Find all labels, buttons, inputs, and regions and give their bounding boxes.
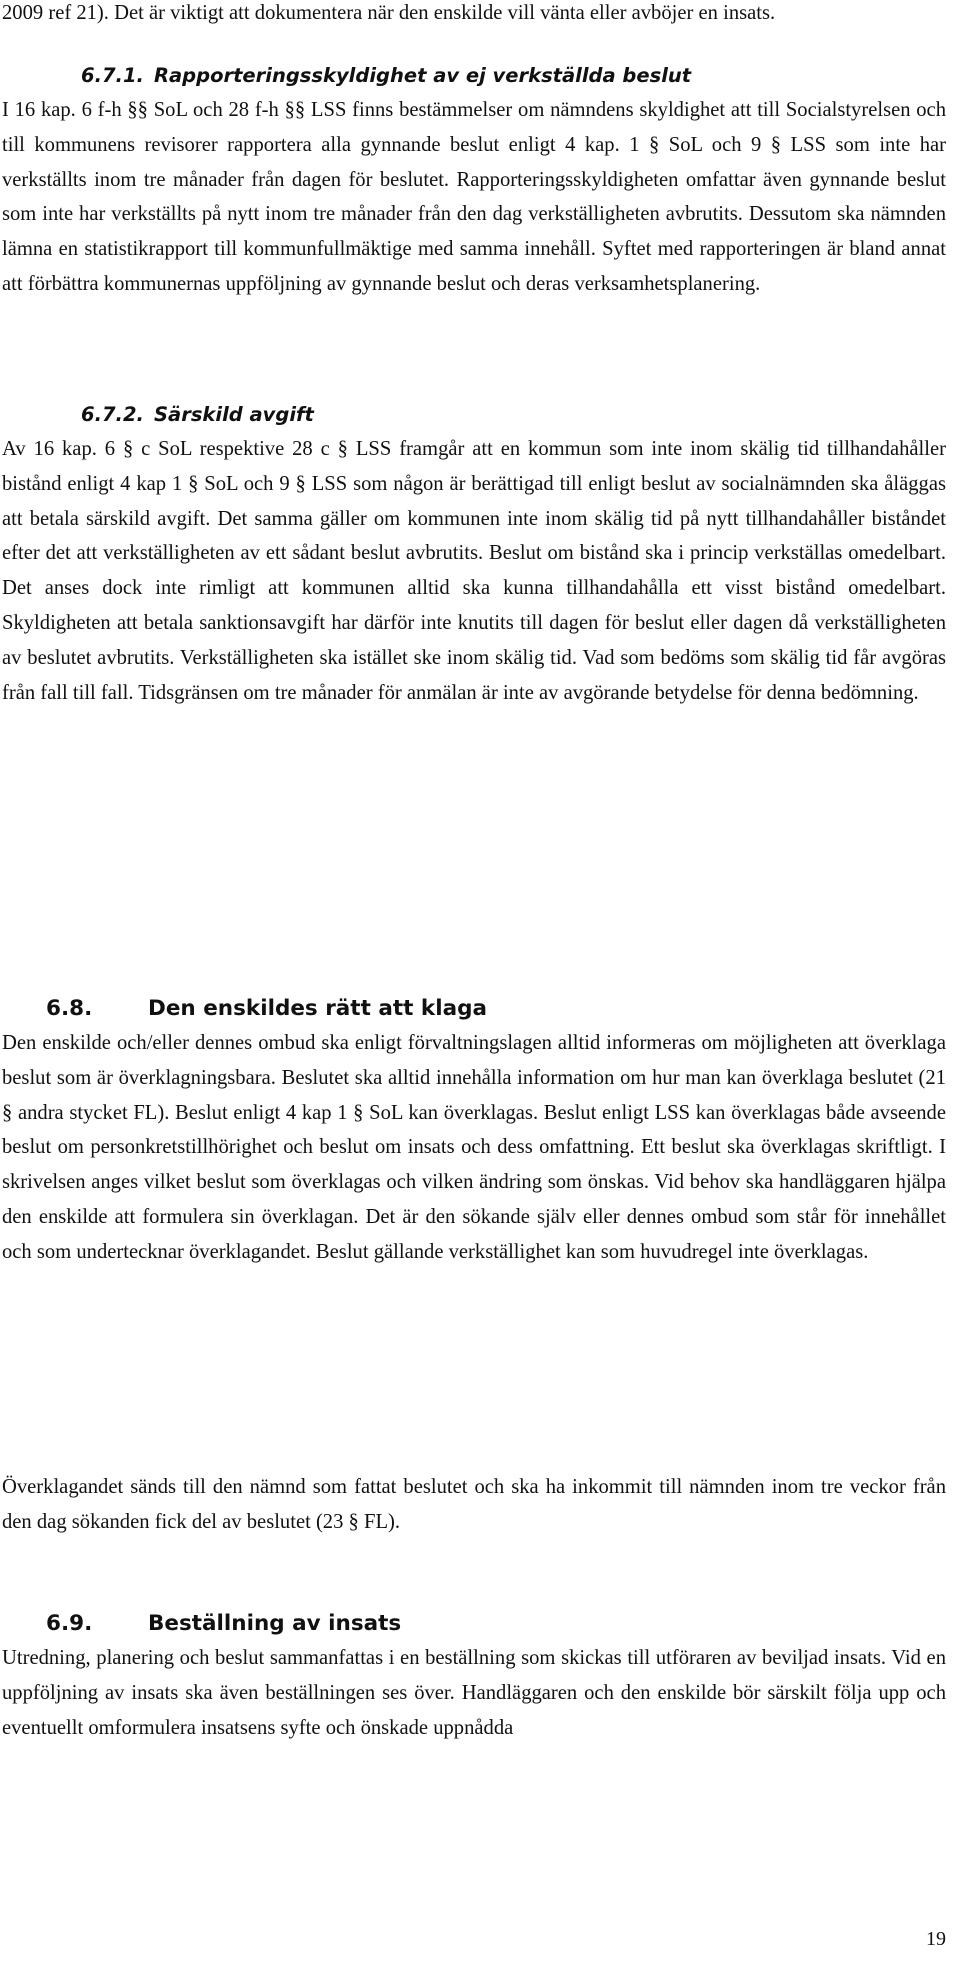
section-6-9-heading: [46, 1611, 401, 1636]
section-6-8-heading: [46, 996, 487, 1021]
page-number: 19: [926, 1928, 946, 1950]
section-number: 6.7.1.: [81, 64, 144, 87]
section-6-8-body-1: Den enskilde och/eller dennes ombud ska enligt förvaltningslagen alltid informeras om möjligheten att överklaga beslut som är överklagningsbara. Beslutet ska alltid innehålla information om hur man kan överklaga beslutet (21 § andra stycket FL). Beslut enligt 4 kap 1 § SoL kan överklagas. Beslut enligt LSS kan överklagas både avseende beslut om personkretstillhörighet och beslut om insats och dess omfattning. Ett beslut ska överklagas skriftligt. I skrivelsen anges vilket beslut som överklagas och vilken ändring som önskas. Vid behov ska handläggaren hjälpa den enskilde att formulera sin överklagan. Det är den sökande själv eller dennes ombud som står för innehållet och som undertecknar överklagandet. Beslut gällande verkställighet kan som huvudregel inte överklagas.: [2, 1032, 946, 1263]
section-6-9-body: Utredning, planering och beslut sammanfattas i en beställning som skickas till utföraren av beviljad insats. Vid en uppföljning av insats ska även beställningen ses över. Handläggaren och den enskilde bör särskilt följa upp och eventuellt omformulera insatsens syfte och önskade uppnådda: [2, 1647, 946, 1739]
section-title: Rapporteringsskyldighet av ej verkställda beslut: [154, 64, 692, 87]
section-number: 6.8.: [46, 996, 93, 1021]
section-title: Beställning av insats: [148, 1611, 402, 1636]
section-title: Särskild avgift: [154, 403, 314, 426]
section-6-7-1-body: I 16 kap. 6 f-h §§ SoL och 28 f-h §§ LSS finns bestämmelser om nämndens skyldighet att till Socialstyrelsen och till kommunens revisorer rapportera alla gynnande beslut enligt 4 kap. 1 § SoL och 9 § LSS som inte har verkställts inom tre månader från dagen för beslutet. Rapporteringsskyldigheten omfattar även gynnande beslut som inte har verkställts på nytt inom tre månader från den dag verkställigheten avbrutits. Dessutom ska nämnden lämna en statistikrapport till kommunfullmäktige med samma innehåll. Syftet med rapporteringen är bland annat att förbättra kommunernas uppföljning av gynnande beslut och deras verksamhetsplanering.: [2, 99, 946, 295]
section-6-7-2-body: Av 16 kap. 6 § c SoL respektive 28 c § LSS framgår att en kommun som inte inom skälig tid tillhandahåller bistånd enligt 4 kap 1 § SoL och 9 § LSS som någon är berättigad till enligt beslut av socialnämnden ska åläggas att betala särskild avgift. Det samma gäller om kommunen inte inom skälig tid på nytt tillhandahåller biståndet efter det att verkställigheten av ett sådant beslut avbrutits. Beslut om bistånd ska i princip verkställas omedelbart. Det anses dock inte rimligt att kommunen alltid ska kunna tillhandahålla ett visst bistånd omedelbart. Skyldigheten att betala sanktionsavgift har därför inte knutits till dagen för beslut eller dagen då verkställigheten av beslutet avbrutits. Verkställigheten ska istället ske inom skälig tid. Vad som bedöms som skälig tid får avgöras från fall till fall. Tidsgränsen om tre månader för anmälan är inte av avgörande betydelse för denna bedömning.: [2, 438, 946, 704]
section-6-7-2-heading: [81, 403, 314, 426]
intro-paragraph: 2009 ref 21). Det är viktigt att dokumentera när den enskilde vill vänta eller avböjer en insats.: [2, 2, 776, 24]
section-title: Den enskildes rätt att klaga: [148, 996, 487, 1021]
section-6-7-1-heading: [81, 64, 691, 87]
section-number: 6.7.2.: [81, 403, 144, 426]
section-number: 6.9.: [46, 1611, 93, 1636]
section-6-8-body-2: Överklagandet sänds till den nämnd som fattat beslutet och ska ha inkommit till nämnden inom tre veckor från den dag sökanden fick del av beslutet (23 § FL).: [2, 1476, 946, 1533]
